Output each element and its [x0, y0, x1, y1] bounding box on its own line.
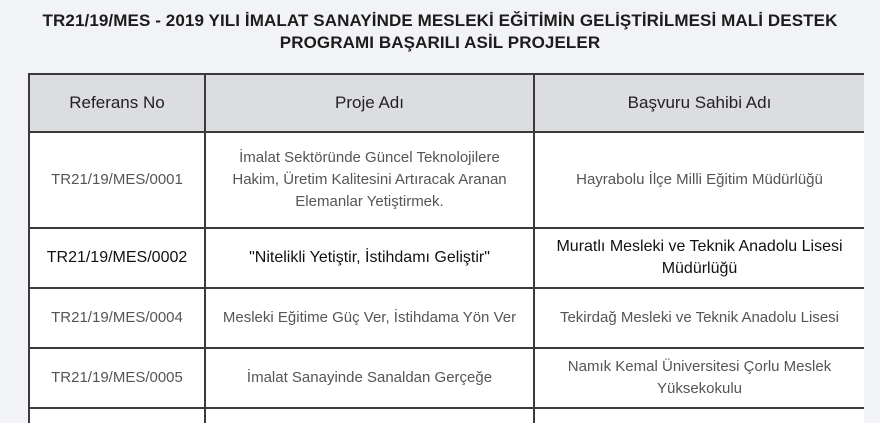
cell-ref: TR21/19/MES/0001	[29, 132, 205, 228]
table-header-row	[29, 74, 864, 132]
cell-applicant: Namık Kemal Üniversitesi Çorlu Meslek Yüksekokulu	[534, 348, 864, 408]
cell-project: İmalat Sanayinde Sanaldan Gerçeğe	[205, 348, 534, 408]
header-basvuru-sahibi: Başvuru Sahibi Adı	[534, 74, 864, 132]
cell-project: Mesleki Eğitime Güç Ver, İstihdama Yön Ver	[205, 288, 534, 348]
page-title: TR21/19/MES - 2019 YILI İMALAT SANAYİNDE MESLEKİ EĞİTİMİN GELİŞTİRİLMESİ MALİ DESTEK PROGRAMI BAŞARILI ASİL PROJELER	[42, 11, 838, 52]
table-row	[29, 228, 864, 288]
cell-project: İmalat Sektöründe Güncel Teknolojilere Hakim, Üretim Kalitesini Artıracak Aranan Elemanlar Yetiştirmek.	[205, 132, 534, 228]
header-proje-adi: Proje Adı	[205, 74, 534, 132]
header-referans-no: Referans No	[29, 74, 205, 132]
cell-project: "Nitelikli Yetiştir, İstihdamı Geliştir"	[205, 228, 534, 288]
table-row	[29, 132, 864, 228]
cell-empty	[205, 408, 534, 423]
table-row-partial	[29, 408, 864, 423]
cell-ref: TR21/19/MES/0004	[29, 288, 205, 348]
cell-applicant: Muratlı Mesleki ve Teknik Anadolu Lisesi Müdürlüğü	[534, 228, 864, 288]
cell-empty	[29, 408, 205, 423]
projects-table-container	[28, 73, 864, 423]
table-row	[29, 348, 864, 408]
cell-empty	[534, 408, 864, 423]
cell-ref: TR21/19/MES/0002	[29, 228, 205, 288]
projects-table	[28, 73, 864, 423]
cell-applicant: Hayrabolu İlçe Milli Eğitim Müdürlüğü	[534, 132, 864, 228]
cell-applicant: Tekirdağ Mesleki ve Teknik Anadolu Lisesi	[534, 288, 864, 348]
table-row	[29, 288, 864, 348]
cell-ref: TR21/19/MES/0005	[29, 348, 205, 408]
